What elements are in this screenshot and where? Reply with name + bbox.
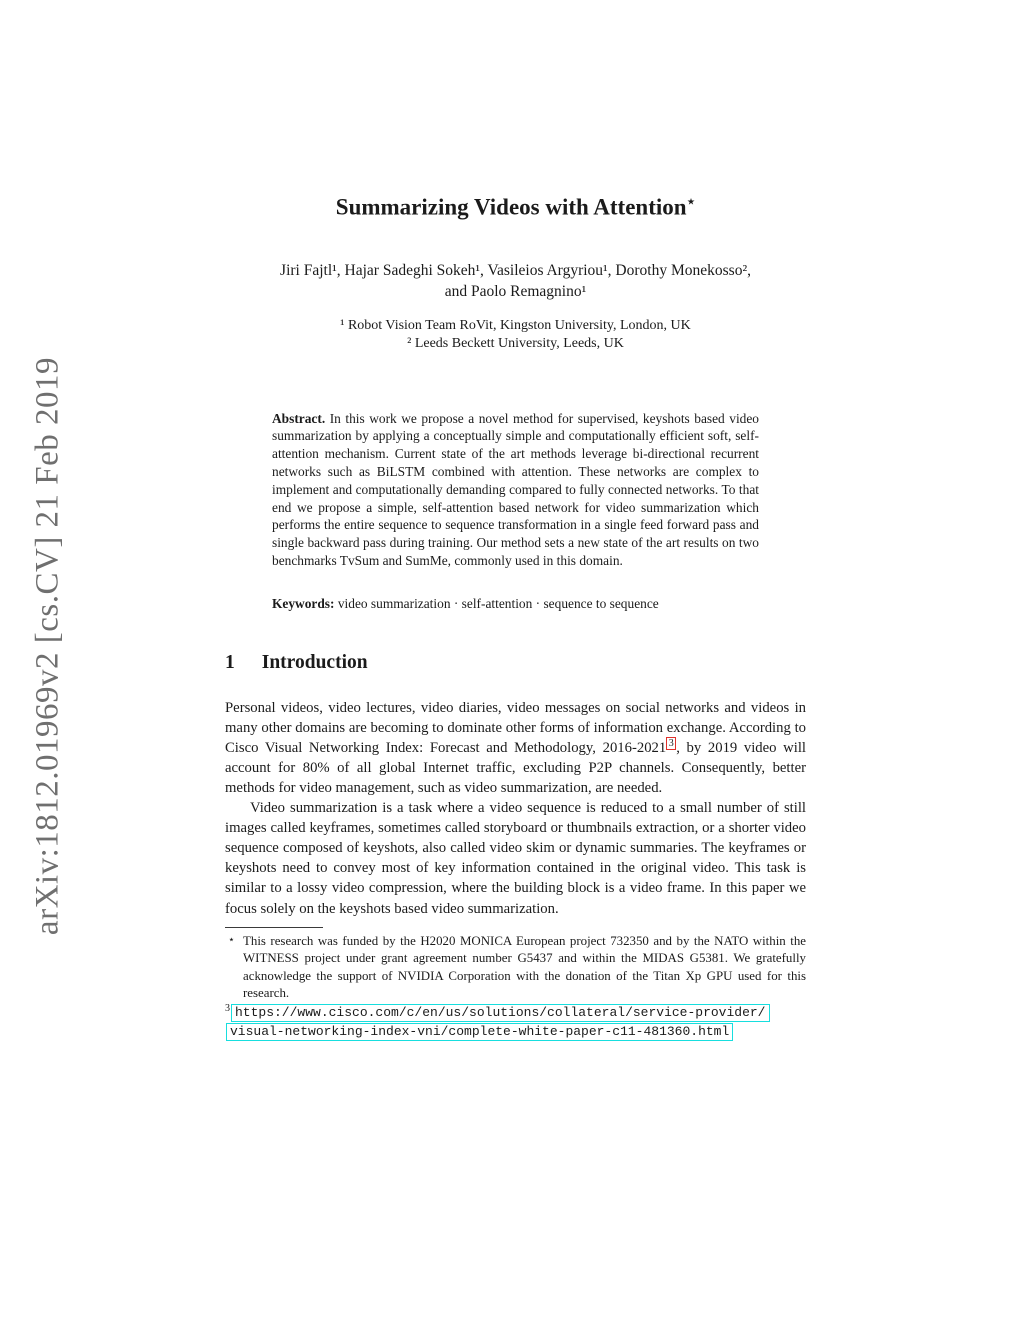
cisco-url-link-line-1[interactable]: https://www.cisco.com/c/en/us/solutions/collateral/service-provider/ — [231, 1004, 770, 1022]
paper-title — [225, 187, 806, 223]
intro-paragraph-1-text-before-ref: Personal videos, video lectures, video diaries, video messages on social networks and videos in many other domains are becoming to dominate other forms of information exchange. According to Cisco Visual Networking Index: Forecast and Methodology, 2016-2021 — [225, 699, 806, 756]
arxiv-watermark: arXiv:1812.01969v2 [cs.CV] 21 Feb 2019 — [29, 356, 66, 936]
text-column — [225, 0, 806, 1042]
abstract-label: Abstract. — [272, 410, 326, 426]
section-1-title: Introduction — [261, 651, 368, 673]
keywords-label: Keywords: — [272, 595, 335, 611]
section-1-number: 1 — [225, 651, 235, 673]
authors-line-2: and Paolo Remagnino¹ — [444, 282, 587, 300]
footnote-3-marker: 3 — [225, 1002, 230, 1014]
affiliation-2: ² Leeds Beckett University, Leeds, UK — [407, 336, 624, 352]
footnote-3 — [225, 1004, 806, 1042]
title-footnote-star-mark: ⋆ — [686, 194, 696, 209]
affiliations — [225, 317, 806, 354]
footnote-rule — [225, 927, 323, 928]
keywords — [272, 595, 759, 613]
section-1-heading — [225, 650, 806, 676]
intro-paragraph-2: Video summarization is a task where a video sequence is reduced to a small number of still images called keyframes, sometimes called storyboard or thumbnails extraction, or a shorter video sequence composed of keyshots, also called video skim or dynamic summaries. The keyframes or keyshots need to convey most of key information contained in the original video. This task is similar to a lossy video compression, where the building block is a video frame. In this paper we focus solely on the keyshots based video summarization. — [225, 800, 806, 917]
cisco-url-link-line-2[interactable]: visual-networking-index-vni/complete-white-paper-c11-481360.html — [226, 1023, 733, 1041]
authors-line-1: Jiri Fajtl¹, Hajar Sadeghi Sokeh¹, Vasileios Argyriou¹, Dorothy Monekosso², — [280, 261, 751, 279]
footnote-star-text: This research was funded by the H2020 MONICA European project 732350 and by the NATO within the WITNESS project under grant agreement number G5437 and within the MIDAS G5381. We gratefully acknowledge the support of NVIDIA Corporation with the donation of the Titan Xp GPU used for this research. — [243, 933, 806, 1001]
affiliation-1: ¹ Robot Vision Team RoVit, Kingston University, London, UK — [340, 317, 691, 333]
footnote-3-reference-link[interactable]: 3 — [666, 737, 676, 750]
keywords-text: video summarization · self-attention · sequence to sequence — [334, 595, 659, 611]
intro-paragraph-1-text-after-ref: , by 2019 video will account for 80% of all global Internet traffic, excluding P2P channels. Consequently, better methods for video management, such as video summarization, are needed. — [225, 739, 806, 796]
footnote-star — [225, 933, 806, 1003]
footnote-star-marker: ⋆ — [228, 933, 235, 946]
abstract-text: In this work we propose a novel method for supervised, keyshots based video summarization by applying a conceptually simple and computationally efficient soft, self-attention mechanism. Current state of the art methods leverage bi-directional recurrent networks such as BiLSTM combined with attention. These networks are complex to implement and computationally demanding compared to fully connected networks. To that end we propose a simple, self-attention based network for video summarization which performs the entire sequence to sequence transformation in a single feed forward pass and single backward pass during training. Our method sets a new state of the art results on two benchmarks TvSum and SumMe, commonly used in this domain. — [272, 410, 759, 569]
abstract — [272, 410, 759, 570]
intro-paragraph-1 — [225, 698, 806, 798]
paper-title-text: Summarizing Videos with Attention — [335, 194, 687, 220]
